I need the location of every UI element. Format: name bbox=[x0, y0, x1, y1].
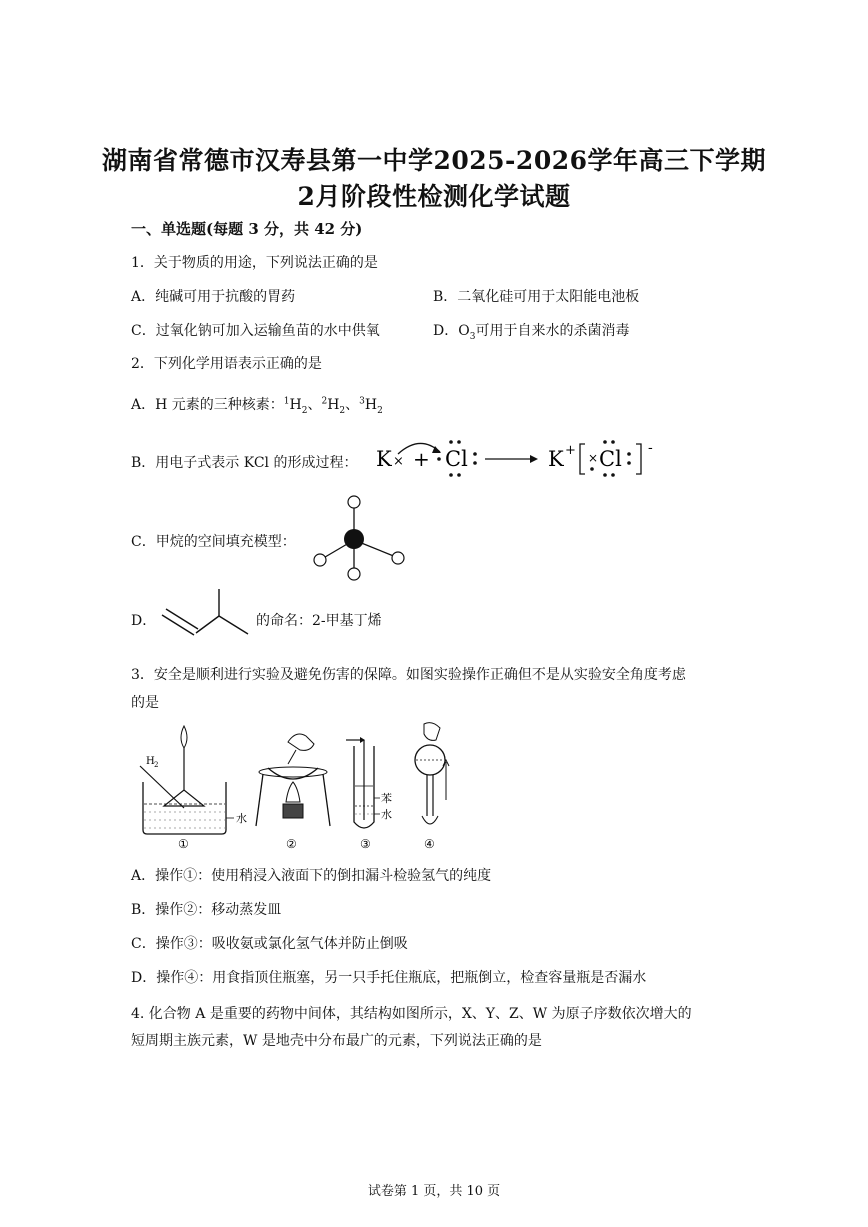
bond-line bbox=[162, 615, 194, 635]
q3-stem-line1: 3．安全是顺利进行实验及避免伤害的保障。如图实验操作正确但不是从实验安全角度考虑 bbox=[131, 667, 686, 683]
q2-option-a bbox=[131, 394, 383, 416]
ozone-subscript: 3 bbox=[469, 331, 476, 342]
gas-tube bbox=[140, 766, 184, 808]
figure-label-4: ④ bbox=[424, 837, 435, 851]
left-bracket bbox=[580, 444, 585, 474]
flame-icon bbox=[286, 782, 300, 802]
q2-option-d-prefix: D． bbox=[131, 613, 157, 629]
cl-electron-dot bbox=[449, 440, 453, 444]
carbon-atom bbox=[344, 529, 364, 549]
cl-ion-electron-dot bbox=[590, 467, 594, 471]
cl-electron-dot bbox=[449, 473, 453, 477]
q2-option-a-text: A．H 元素的三种核素： bbox=[131, 397, 284, 413]
tripod-leg bbox=[256, 774, 263, 826]
hand-icon bbox=[288, 734, 314, 750]
skeletal-formula bbox=[160, 585, 252, 641]
nuclide-sub-3: 2 bbox=[377, 405, 383, 416]
hand-icon bbox=[422, 816, 438, 824]
apparatus-1 bbox=[140, 726, 247, 851]
q1-option-a: A．纯碱可用于抗酸的胃药 bbox=[131, 289, 296, 305]
q1-option-c: C．过氧化钠可加入运输鱼苗的水中供氧 bbox=[131, 323, 380, 339]
q1-option-d-text: 可用于自来水的杀菌消毒 bbox=[475, 323, 630, 339]
apparatus-3 bbox=[346, 737, 392, 851]
double-bond-line bbox=[166, 609, 198, 629]
potassium-symbol: K bbox=[376, 447, 392, 471]
q3-option-a: A．操作①：使用稍浸入液面下的倒扣漏斗检验氢气的纯度 bbox=[131, 868, 492, 884]
potassium-ion-symbol: K bbox=[548, 447, 564, 471]
tripod-leg bbox=[323, 774, 330, 826]
chloride-ion-symbol: Cl bbox=[599, 447, 622, 471]
q4-stem-line2: 短周期主族元素，W 是地壳中分布最广的元素，下列说法正确的是 bbox=[131, 1033, 542, 1049]
q3-stem-line2: 的是 bbox=[131, 695, 159, 711]
q3-option-d: D．操作④：用食指顶住瓶塞，另一只手托住瓶底，把瓶倒立，检查容量瓶是否漏水 bbox=[131, 970, 647, 986]
separator-1: 、 bbox=[307, 397, 322, 413]
water-label: 水 bbox=[236, 812, 247, 825]
q4-stem-line1: 4. 化合物 A 是重要的药物中间体，其结构如图所示，X、Y、Z、W 为原子序数依次增大的 bbox=[131, 1006, 692, 1022]
separator-2: 、 bbox=[345, 397, 360, 413]
hydrogen-label-subscript: 2 bbox=[154, 761, 159, 769]
exam-title-line2: 2月阶段性检测化学试题 bbox=[297, 182, 571, 211]
figure-label-1: ① bbox=[178, 837, 189, 851]
cl-ion-electron-dot bbox=[603, 473, 607, 477]
kcl-electron-formula bbox=[372, 432, 672, 482]
q3-apparatus-figure bbox=[128, 720, 468, 852]
cl-ion-electron-dot bbox=[627, 452, 631, 456]
right-bracket bbox=[636, 444, 641, 474]
tripod-ring bbox=[259, 767, 327, 777]
potassium-ion-charge: + bbox=[565, 443, 576, 458]
figure-label-2: ② bbox=[286, 837, 297, 851]
exam-title-line1: 湖南省常德市汉寿县第一中学2025-2026学年高三下学期 bbox=[101, 146, 767, 175]
bond-line bbox=[196, 616, 219, 633]
q1-option-b: B．二氧化硅可用于太阳能电池板 bbox=[433, 289, 640, 305]
nuclide-symbol-2: H bbox=[327, 397, 340, 413]
q1-stem: 1．关于物质的用途，下列说法正确的是 bbox=[131, 255, 378, 271]
chlorine-symbol: Cl bbox=[445, 447, 468, 471]
apparatus-2 bbox=[256, 734, 330, 851]
hydrogen-atom bbox=[314, 554, 326, 566]
nuclide-mass-1: 1 bbox=[283, 396, 290, 407]
figure-label-3: ③ bbox=[360, 837, 371, 851]
hydrogen-atom bbox=[348, 496, 360, 508]
nuclide-mass-3: 3 bbox=[359, 396, 365, 407]
cl-electron-dot bbox=[473, 461, 477, 465]
chloride-ion-charge: - bbox=[648, 440, 653, 456]
nuclide-symbol-1: H bbox=[289, 397, 302, 413]
cl-electron-dot bbox=[457, 440, 461, 444]
cl-ion-electron-dot bbox=[611, 440, 615, 444]
water-label-2: 水 bbox=[381, 808, 392, 821]
q3-option-b: B．操作②：移动蒸发皿 bbox=[131, 902, 282, 918]
inverted-funnel bbox=[164, 790, 204, 806]
bond-line bbox=[219, 616, 248, 634]
nuclide-sub-2: 2 bbox=[339, 405, 346, 416]
reaction-arrowhead bbox=[530, 455, 538, 463]
cl-electron-dot bbox=[437, 457, 441, 461]
page-footer: 试卷第 1 页，共 10 页 bbox=[367, 1184, 501, 1199]
q2-option-b: B．用电子式表示 KCl 的形成过程： bbox=[131, 455, 358, 471]
cl-ion-electron-dot bbox=[603, 440, 607, 444]
q1-option-d-prefix: D． bbox=[433, 323, 459, 339]
methane-model bbox=[305, 490, 415, 585]
tongs bbox=[288, 750, 296, 764]
cl-electron-dot bbox=[473, 452, 477, 456]
apparatus-4 bbox=[415, 723, 449, 851]
section-heading: 一、单选题(每题 3 分，共 42 分) bbox=[131, 220, 363, 238]
alcohol-lamp bbox=[283, 804, 303, 818]
hydrogen-atom bbox=[392, 552, 404, 564]
q3-option-c: C．操作③：吸收氨或氯化氢气体并防止倒吸 bbox=[131, 936, 408, 952]
cl-electron-dot bbox=[457, 473, 461, 477]
nuclide-sub-1: 2 bbox=[301, 405, 308, 416]
hydrogen-label: H bbox=[146, 756, 155, 767]
q1-option-d bbox=[433, 320, 629, 342]
hand-icon bbox=[424, 723, 440, 741]
benzene-label: 苯 bbox=[381, 792, 392, 805]
ozone-formula: O bbox=[458, 323, 470, 339]
q2-option-c: C．甲烷的空间填充模型： bbox=[131, 534, 296, 550]
nuclide-mass-2: 2 bbox=[321, 396, 328, 407]
potassium-electron-cross: × bbox=[393, 454, 404, 469]
hydrogen-atom bbox=[348, 568, 360, 580]
cl-ion-electron-dot bbox=[627, 461, 631, 465]
nuclide-symbol-3: H bbox=[364, 397, 378, 413]
plus-sign: + bbox=[413, 447, 430, 471]
flame-icon bbox=[181, 726, 187, 748]
q2-stem: 2．下列化学用语表示正确的是 bbox=[131, 356, 322, 372]
cl-ion-electron-dot bbox=[611, 473, 615, 477]
transferred-electron-cross: × bbox=[588, 451, 599, 465]
q2-option-d-text: 的命名：2-甲基丁烯 bbox=[256, 613, 382, 629]
